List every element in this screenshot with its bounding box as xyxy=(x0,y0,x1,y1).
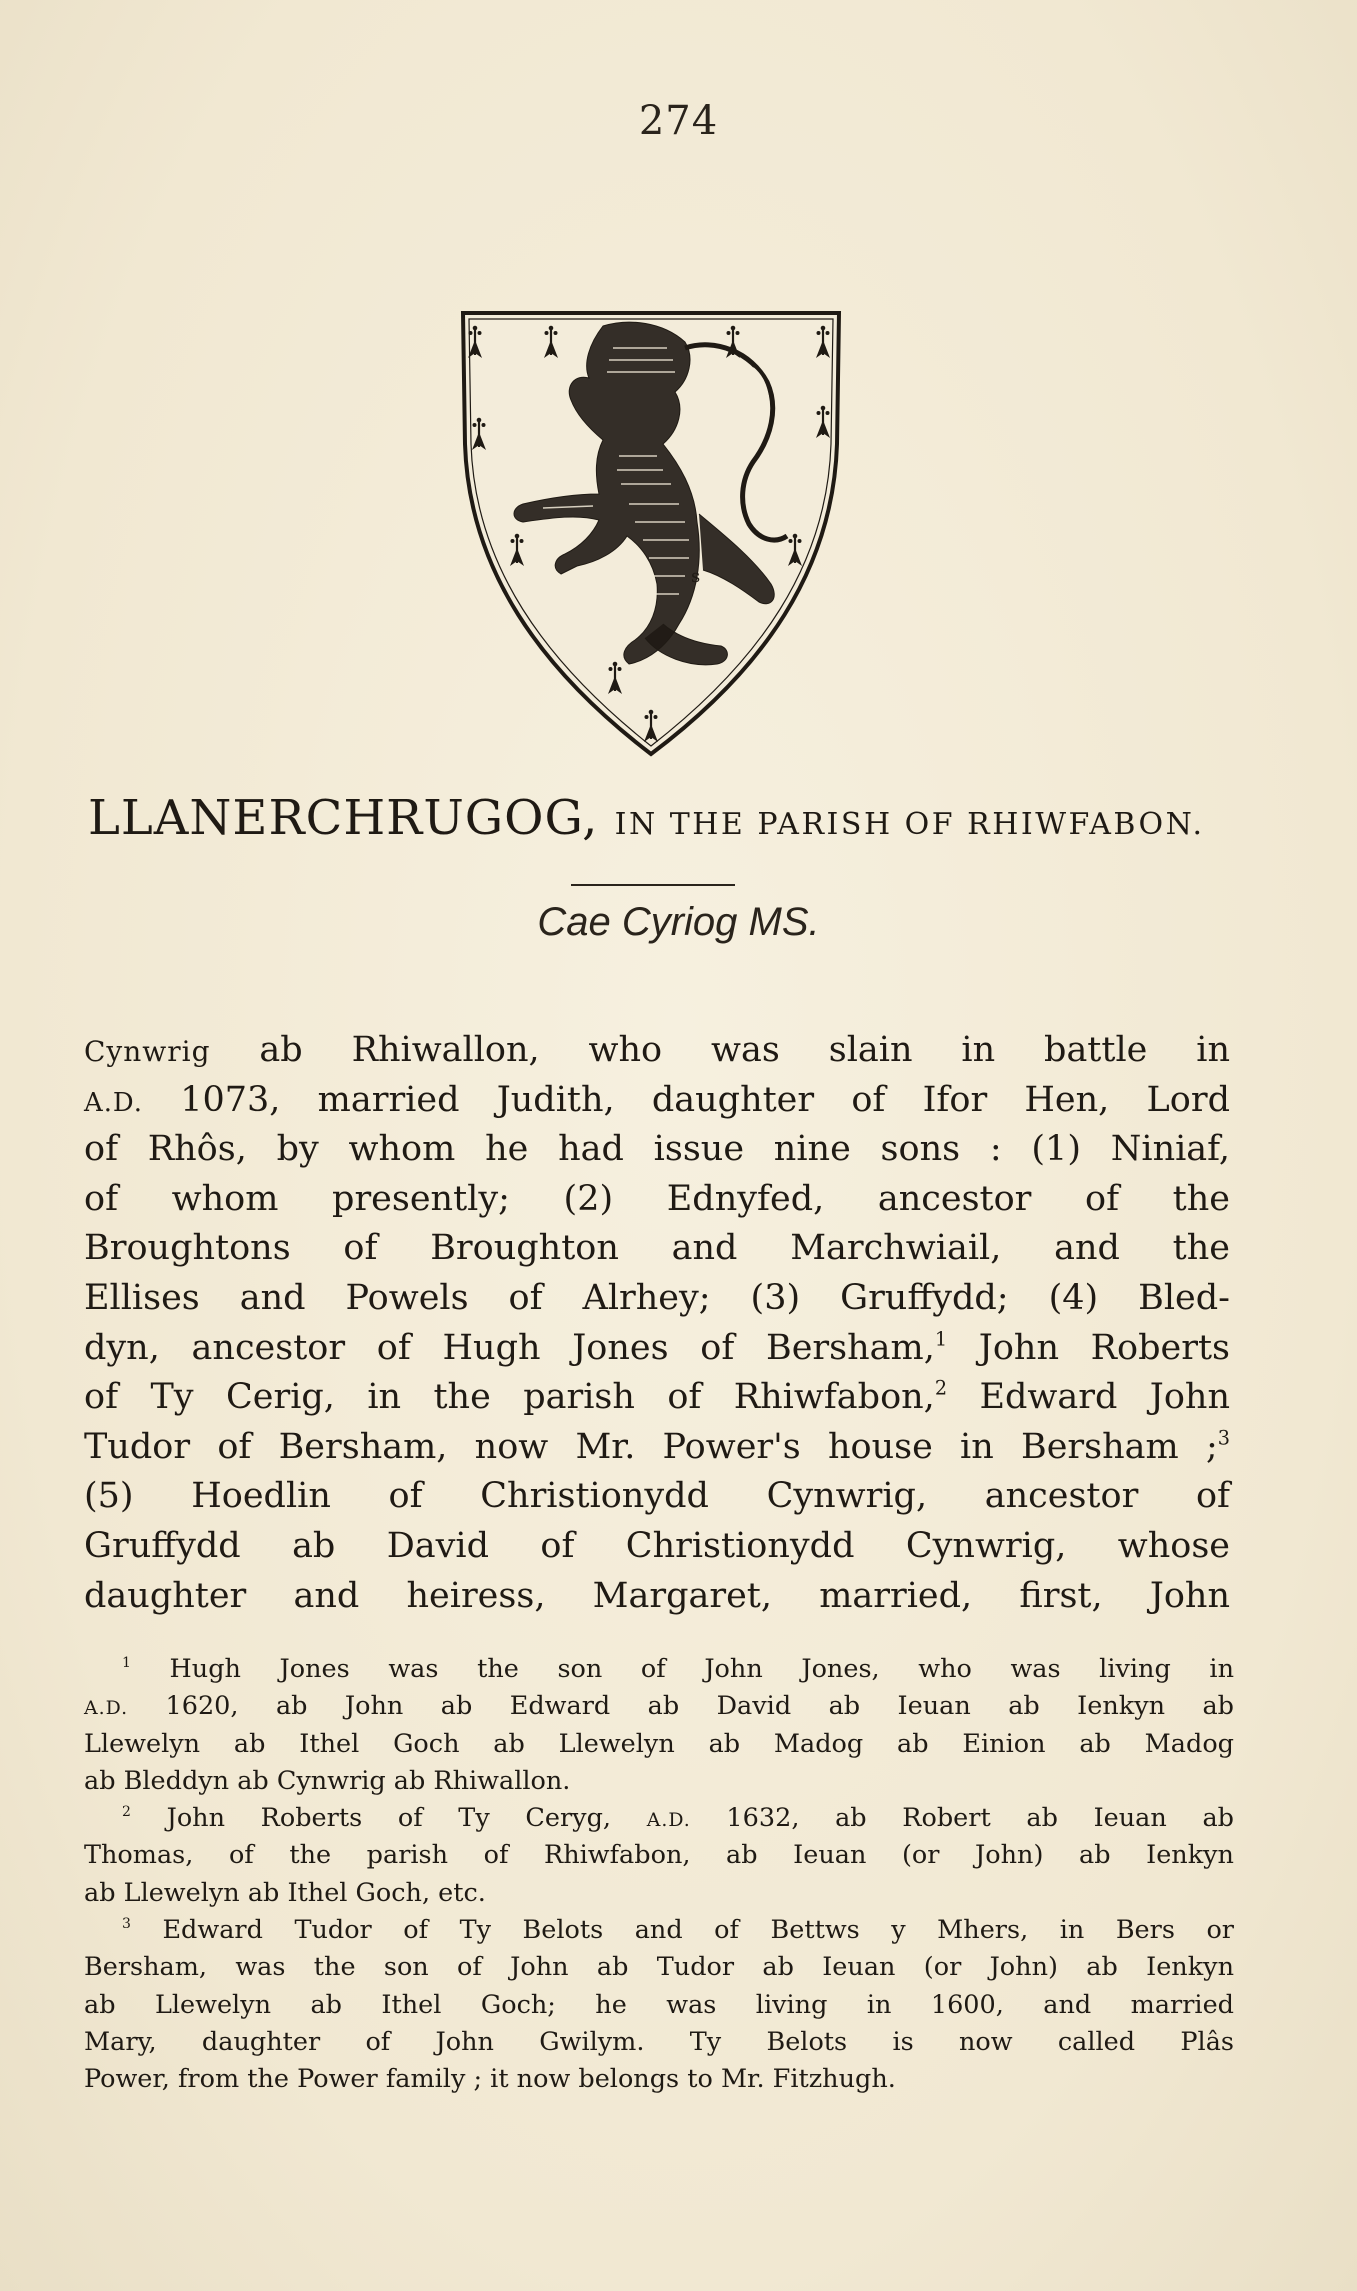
text-line: Gruffydd ab David of Christionydd Cynwrig, whose xyxy=(84,1525,1230,1566)
footnote-line: $^2$ John Roberts of Ty Ceryg, A.D. 1632, ab Robert ab Ieuan ab xyxy=(122,1803,1234,1834)
footnote-line: $^3$ Edward Tudor of Ty Belots and of Bettws y Mhers, in Bers or xyxy=(122,1915,1234,1946)
text-line: Broughtons of Broughton and Marchwiail, and the xyxy=(84,1228,1230,1269)
footnote-ref: 3 xyxy=(1217,1426,1230,1450)
svg-text:s: s xyxy=(691,566,701,587)
footnote-line: ab Llewelyn ab Ithel Goch, etc. xyxy=(84,1877,486,1908)
footnote-number: 3 xyxy=(122,1916,131,1933)
heading-place-name: LLANERCHRUGOG, xyxy=(88,790,599,846)
footnote-line: Mary, daughter of John Gwilym. Ty Belots is now called Plâs xyxy=(84,2026,1234,2057)
footnote-ref: 2 xyxy=(934,1376,948,1400)
footnote-ref: 1 xyxy=(934,1327,948,1351)
footnote-number: 2 xyxy=(122,1804,131,1821)
footnotes xyxy=(84,1651,1234,2099)
text-line: daughter and heiress, Margaret, married, first, John xyxy=(84,1575,1230,1616)
coat-of-arms-lion-rampant-ermine-icon xyxy=(453,308,849,760)
text-line: Ellises and Powels of Alrhey; (3) Gruffydd; (4) Bled- xyxy=(84,1277,1230,1318)
footnote-number: 1 xyxy=(122,1655,131,1672)
footnote-line: Power, from the Power family ; it now belongs to Mr. Fitzhugh. xyxy=(84,2064,896,2095)
text-line: of whom presently; (2) Ednyfed, ancestor of the xyxy=(84,1178,1230,1219)
text-line: dyn, ancestor of Hugh Jones of Bersham,$^1$ John Roberts xyxy=(84,1327,1230,1368)
footnote-line: Thomas, of the parish of Rhiwfabon, ab Ieuan (or John) ab Ienkyn xyxy=(84,1840,1234,1871)
text-line: of Ty Cerig, in the parish of Rhiwfabon,$^2$ Edward John xyxy=(84,1376,1230,1418)
footnote-line: ab Bleddyn ab Cynwrig ab Rhiwallon. xyxy=(84,1765,571,1796)
footnote-line: Bersham, was the son of John ab Tudor ab Ieuan (or John) ab Ienkyn xyxy=(84,1952,1234,1983)
heading-parish: IN THE PARISH OF RHIWFABON. xyxy=(614,807,1205,842)
heading-rule xyxy=(571,884,735,886)
text-line: Cynwrig ab Rhiwallon, who was slain in battle in xyxy=(84,1030,1230,1070)
main-paragraph xyxy=(84,1026,1230,1621)
text-line: Tudor of Bersham, now Mr. Power's house in Bersham ;$^3$ xyxy=(84,1426,1230,1467)
source-citation: Cae Cyriog MS. xyxy=(537,900,820,944)
text-line: A.D. 1073, married Judith, daughter of Ifor Hen, Lord xyxy=(84,1079,1230,1120)
footnote-line: ab Llewelyn ab Ithel Goch; he was living in 1600, and married xyxy=(84,1989,1234,2020)
text-line: of Rhôs, by whom he had issue nine sons : (1) Niniaf, xyxy=(84,1129,1230,1170)
footnote-line: Llewelyn ab Ithel Goch ab Llewelyn ab Madog ab Einion ab Madog xyxy=(84,1728,1234,1759)
text-line: (5) Hoedlin of Christionydd Cynwrig, ancestor of xyxy=(84,1476,1230,1517)
section-heading xyxy=(88,790,1268,846)
page-number: 274 xyxy=(638,98,719,144)
footnote-line: A.D. 1620, ab John ab Edward ab David ab Ieuan ab Ienkyn ab xyxy=(84,1691,1234,1722)
footnote-line: $^1$ Hugh Jones was the son of John Jones, who was living in xyxy=(122,1654,1234,1684)
